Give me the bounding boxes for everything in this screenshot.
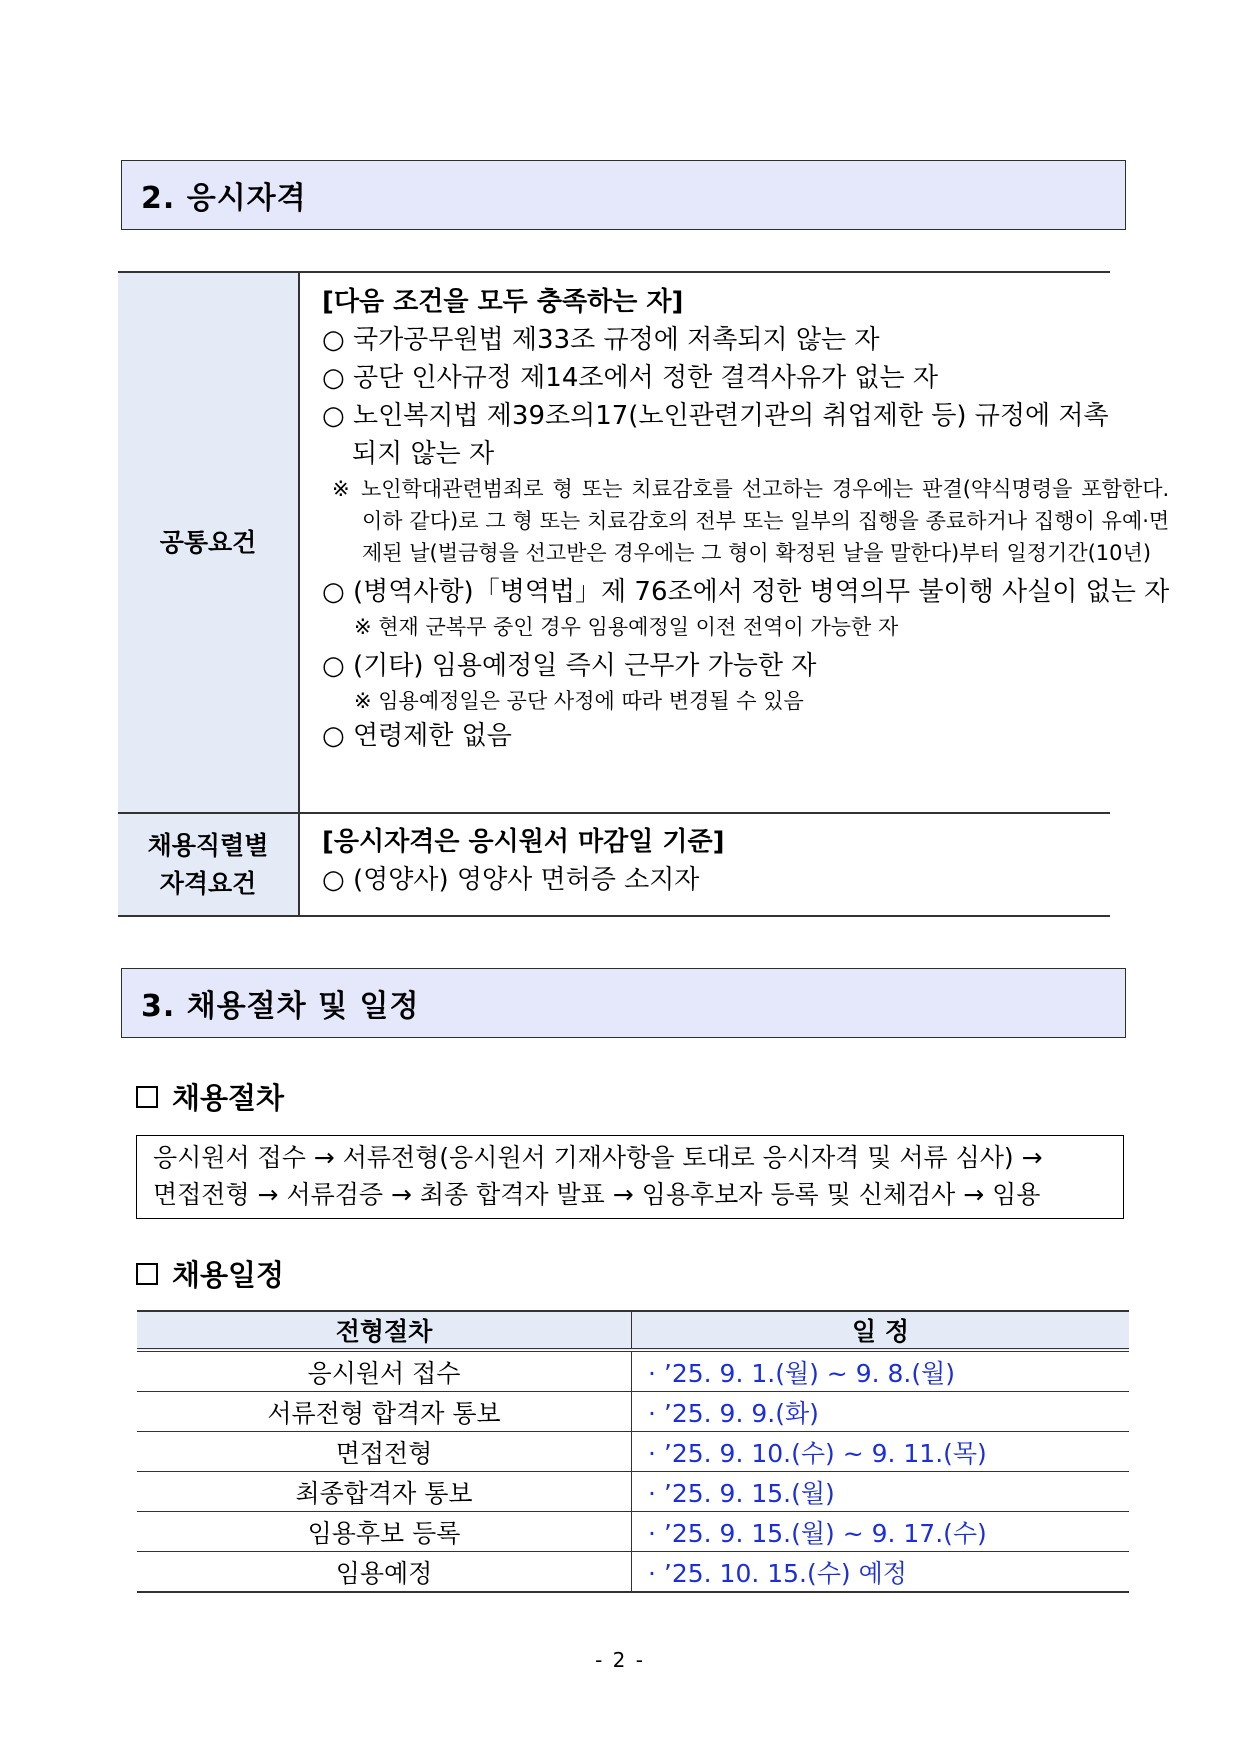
- common-label-text: 공통요건: [159, 527, 257, 557]
- schedule-table: [137, 1310, 1129, 1593]
- common-item-2: ○ 공단 인사규정 제14조에서 정한 결격사유가 없는 자: [322, 363, 938, 393]
- military-note: ※ 현재 군복무 중인 경우 임용예정일 이전 전역이 가능한 자: [354, 615, 899, 639]
- schedule-date: · ’25. 9. 15.(월) ~ 9. 17.(수): [632, 1512, 1130, 1552]
- checkbox-square-icon: [136, 1263, 158, 1285]
- procedure-heading: [136, 1076, 284, 1117]
- common-requirements-content: [300, 273, 1195, 812]
- schedule-step: 최종합격자 통보: [137, 1472, 632, 1512]
- schedule-date: · ’25. 9. 9.(화): [632, 1392, 1130, 1432]
- schedule-col-date: 일 정: [632, 1311, 1130, 1350]
- schedule-step: 응시원서 접수: [137, 1350, 632, 1392]
- military-item: ○ (병역사항)「병역법」제 76조에서 정한 병역의무 불이행 사실이 없는 자: [322, 577, 1170, 607]
- table-row: [137, 1432, 1129, 1472]
- common-requirements-row: [118, 273, 1170, 814]
- job-requirements-content: [300, 814, 1110, 915]
- job-item: ○ (영양사) 영양사 면허증 소지자: [322, 865, 700, 895]
- procedure-box: [136, 1135, 1124, 1219]
- schedule-date: · ’25. 9. 15.(월): [632, 1472, 1130, 1512]
- section-2-header: [121, 160, 1126, 230]
- schedule-heading: [136, 1253, 284, 1294]
- common-heading: [다음 조건을 모두 충족하는 자]: [322, 287, 684, 317]
- page-number: - 2 -: [595, 1648, 645, 1672]
- procedure-line-2: 면접전형 → 서류검증 → 최종 합격자 발표 → 임용후보자 등록 및 신체검사 → 임용: [153, 1180, 1041, 1209]
- table-row: [137, 1350, 1129, 1392]
- schedule-date: · ’25. 9. 1.(월) ~ 9. 8.(월): [632, 1350, 1130, 1392]
- etc-item: ○ (기타) 임용예정일 즉시 근무가 가능한 자: [322, 651, 817, 681]
- schedule-date: · ’25. 10. 15.(수) 예정: [632, 1552, 1130, 1593]
- table-row: [137, 1392, 1129, 1432]
- common-item-3: ○ 노인복지법 제39조의17(노인관련기관의 취업제한 등) 규정에 저촉: [322, 401, 1109, 431]
- checkbox-square-icon: [136, 1086, 158, 1108]
- table-row: [137, 1512, 1129, 1552]
- table-row: [137, 1552, 1129, 1593]
- section-3-header: [121, 968, 1126, 1038]
- schedule-step: 면접전형: [137, 1432, 632, 1472]
- procedure-heading-text: 채용절차: [172, 1081, 285, 1115]
- schedule-step: 임용후보 등록: [137, 1512, 632, 1552]
- schedule-col-step: 전형절차: [137, 1311, 632, 1350]
- schedule-date: · ’25. 9. 10.(수) ~ 9. 11.(목): [632, 1432, 1130, 1472]
- job-heading: [응시자격은 응시원서 마감일 기준]: [322, 827, 725, 857]
- schedule-heading-text: 채용일정: [172, 1258, 285, 1292]
- job-label-line1: 채용직렬별: [147, 830, 269, 860]
- section-3-title: 3. 채용절차 및 일정: [141, 989, 420, 1024]
- common-item-1: ○ 국가공무원법 제33조 규정에 저촉되지 않는 자: [322, 325, 880, 355]
- table-row: [137, 1472, 1129, 1512]
- procedure-line-1: 응시원서 접수 → 서류전형(응시원서 기재사항을 토대로 응시자격 및 서류 심사) →: [153, 1143, 1043, 1172]
- age-item: ○ 연령제한 없음: [322, 721, 512, 751]
- job-requirements-row: [118, 814, 1110, 917]
- etc-note: ※ 임용예정일은 공단 사정에 따라 변경될 수 있음: [354, 689, 804, 713]
- common-note: ※ 노인학대관련범죄로 형 또는 치료감호를 선고하는 경우에는 판결(약식명령을 포함한다. 이하 같다)로 그 형 또는 치료감호의 전부 또는 일부의 집행을 종료하거나 집행이 유예·면제된 날(벌금형을 선고받은 경우에는 그 형이 확정된 날을 말한다)부터 일정기간(10년): [332, 477, 1170, 565]
- qualification-table: [118, 271, 1170, 917]
- schedule-step: 서류전형 합격자 통보: [137, 1392, 632, 1432]
- common-requirements-label: [118, 273, 300, 812]
- schedule-step: 임용예정: [137, 1552, 632, 1593]
- common-item-3-cont: 되지 않는 자: [352, 439, 495, 469]
- job-requirements-label: [118, 814, 300, 915]
- schedule-header-row: [137, 1311, 1129, 1350]
- section-2-title: 2. 응시자격: [141, 181, 307, 216]
- job-label-line2: 자격요건: [159, 868, 257, 898]
